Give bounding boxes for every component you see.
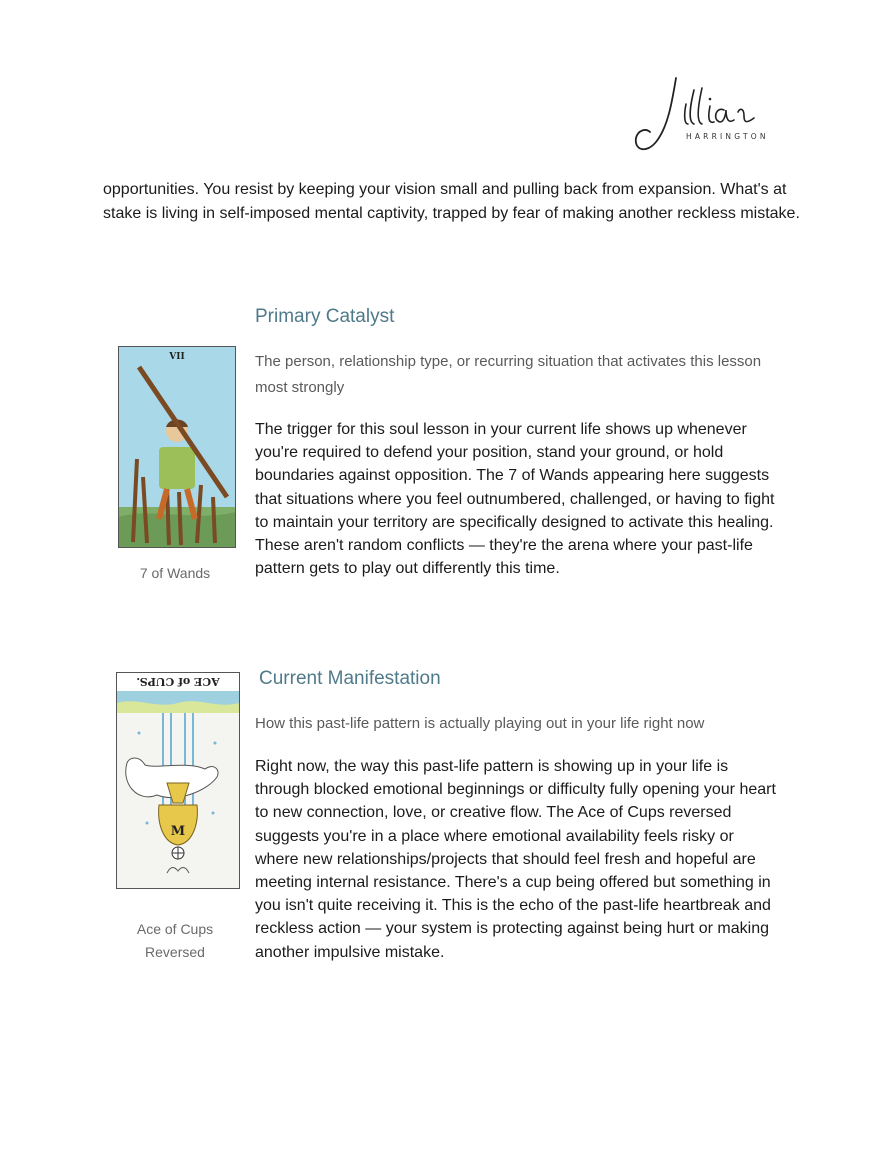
card-numeral: VII	[169, 352, 185, 362]
current-manifestation-heading: Current Manifestation	[259, 668, 441, 689]
logo-surname: HARRINGTON	[686, 132, 769, 141]
current-manifestation-body: Right now, the way this past-life pattern is showing up in your life is through blocked emotional beginnings or difficulty fully opening your heart to new connection, love, or creative flow. The Ace of Cups reversed suggests you're in a place where emotional availability feels risky or where new relationships/projects that should feel fresh and hopeful are meeting internal resistance. There's a cup being offered but something in you isn't quite receiving it. This is the echo of the past-life heartbreak and reckless action — your system is protecting against being hurt or making another impulsive mistake.	[255, 758, 776, 961]
logo-signature-icon	[628, 72, 788, 160]
jillian-harrington-logo	[628, 72, 788, 160]
ace-of-cups-caption	[110, 918, 240, 964]
caption-line-1: Ace of Cups	[136, 921, 214, 937]
seven-of-wands-caption: 7 of Wands	[139, 565, 211, 581]
primary-catalyst-body: The trigger for this soul lesson in your current life shows up whenever you're required to defend your position, stand your ground, or hold boundaries against opposition. The 7 of Wands appearing here suggests that situations where you feel outnumbered, challenged, or having to fight to maintain your territory are specifically designed to activate this healing. These aren't random conflicts — they're the arena where your past-life pattern gets to play out differently this time.	[255, 421, 775, 578]
card-letter: M	[170, 824, 186, 839]
current-manifestation-subtitle: How this past-life pattern is actually playing out in your life right now	[255, 715, 705, 732]
ace-of-cups-reversed-card-image	[116, 672, 240, 889]
seven-of-wands-card-image	[118, 346, 236, 548]
intro-paragraph: opportunities. You resist by keeping your vision small and pulling back from expansion. What's at stake is living in self-imposed mental captivity, trapped by fear of making another reckless mistake.	[103, 181, 800, 222]
primary-catalyst-subtitle: The person, relationship type, or recurring situation that activates this lesson most strongly	[255, 353, 762, 396]
primary-catalyst-heading: Primary Catalyst	[255, 306, 395, 327]
card-banner: ACE of CUPS.	[136, 675, 220, 688]
caption-line-2: Reversed	[145, 944, 205, 960]
